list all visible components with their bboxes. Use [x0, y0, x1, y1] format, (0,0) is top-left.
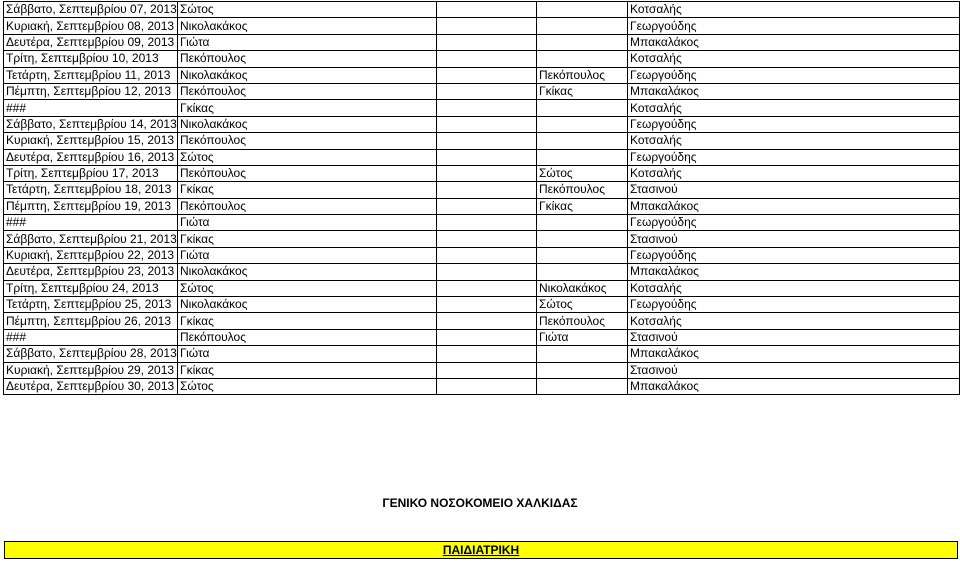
table-row [4, 2, 960, 18]
second-doctor-cell [437, 198, 537, 214]
consultant-cell: Κοτσαλής [628, 51, 960, 67]
table-row [4, 346, 960, 362]
second-doctor-cell [437, 133, 537, 149]
date-cell: Κυριακή, Σεπτεμβρίου 29, 2013 [4, 362, 178, 378]
primary-doctor-cell: Γιώτα [178, 34, 437, 50]
consultant-cell: Στασινού [628, 231, 960, 247]
backup-doctor-cell [537, 346, 628, 362]
primary-doctor-cell: Γιώτα [178, 346, 437, 362]
consultant-cell: Στασινού [628, 362, 960, 378]
date-cell: ### [4, 100, 178, 116]
primary-doctor-cell: Νικολακάκος [178, 297, 437, 313]
table-row [4, 378, 960, 394]
table-row [4, 133, 960, 149]
backup-doctor-cell [537, 133, 628, 149]
backup-doctor-cell: Γκίκας [537, 83, 628, 99]
second-doctor-cell [437, 165, 537, 181]
consultant-cell: Κοτσαλής [628, 2, 960, 18]
backup-doctor-cell [537, 247, 628, 263]
primary-doctor-cell: Γκίκας [178, 231, 437, 247]
backup-doctor-cell [537, 18, 628, 34]
consultant-cell: Γεωργούδης [628, 215, 960, 231]
second-doctor-cell [437, 51, 537, 67]
date-cell: Πέμπτη, Σεπτεμβρίου 12, 2013 [4, 83, 178, 99]
consultant-cell: Μπακαλάκος [628, 198, 960, 214]
second-doctor-cell [437, 378, 537, 394]
primary-doctor-cell: Πεκόπουλος [178, 198, 437, 214]
date-cell: Τετάρτη, Σεπτεμβρίου 18, 2013 [4, 182, 178, 198]
date-cell: Δευτέρα, Σεπτεμβρίου 16, 2013 [4, 149, 178, 165]
table-row [4, 149, 960, 165]
date-cell: Δευτέρα, Σεπτεμβρίου 23, 2013 [4, 264, 178, 280]
primary-doctor-cell: Σώτος [178, 2, 437, 18]
date-cell: Τρίτη, Σεπτεμβρίου 10, 2013 [4, 51, 178, 67]
primary-doctor-cell: Νικολακάκος [178, 67, 437, 83]
roster-body [4, 2, 960, 395]
table-row [4, 34, 960, 50]
consultant-cell: Μπακαλάκος [628, 264, 960, 280]
second-doctor-cell [437, 346, 537, 362]
second-doctor-cell [437, 329, 537, 345]
backup-doctor-cell [537, 2, 628, 18]
duty-roster-table [3, 1, 960, 395]
primary-doctor-cell: Γιώτα [178, 247, 437, 263]
table-row [4, 215, 960, 231]
second-doctor-cell [437, 83, 537, 99]
second-doctor-cell [437, 182, 537, 198]
second-doctor-cell [437, 2, 537, 18]
table-row [4, 264, 960, 280]
date-cell: Σάββατο, Σεπτεμβρίου 14, 2013 [4, 116, 178, 132]
date-cell: Σάββατο, Σεπτεμβρίου 07, 2013 [4, 2, 178, 18]
consultant-cell: Γεωργούδης [628, 116, 960, 132]
primary-doctor-cell: Σώτος [178, 280, 437, 296]
table-row [4, 198, 960, 214]
date-cell: Τετάρτη, Σεπτεμβρίου 11, 2013 [4, 67, 178, 83]
consultant-cell: Μπακαλάκος [628, 34, 960, 50]
table-row [4, 247, 960, 263]
consultant-cell: Στασινού [628, 329, 960, 345]
date-cell: Σάββατο, Σεπτεμβρίου 28, 2013 [4, 346, 178, 362]
date-cell: Πέμπτη, Σεπτεμβρίου 26, 2013 [4, 313, 178, 329]
consultant-cell: Γεωργούδης [628, 247, 960, 263]
second-doctor-cell [437, 149, 537, 165]
table-row [4, 329, 960, 345]
second-doctor-cell [437, 247, 537, 263]
second-doctor-cell [437, 100, 537, 116]
date-cell: ### [4, 329, 178, 345]
table-row [4, 280, 960, 296]
date-cell: ### [4, 215, 178, 231]
table-row [4, 51, 960, 67]
backup-doctor-cell [537, 378, 628, 394]
backup-doctor-cell [537, 362, 628, 378]
table-row [4, 67, 960, 83]
consultant-cell: Κοτσαλής [628, 280, 960, 296]
primary-doctor-cell: Σώτος [178, 149, 437, 165]
consultant-cell: Γεωργούδης [628, 67, 960, 83]
table-row [4, 182, 960, 198]
backup-doctor-cell: Πεκόπουλος [537, 67, 628, 83]
consultant-cell: Κοτσαλής [628, 165, 960, 181]
primary-doctor-cell: Πεκόπουλος [178, 51, 437, 67]
backup-doctor-cell [537, 264, 628, 280]
second-doctor-cell [437, 67, 537, 83]
date-cell: Σάββατο, Σεπτεμβρίου 21, 2013 [4, 231, 178, 247]
consultant-cell: Μπακαλάκος [628, 378, 960, 394]
table-row [4, 362, 960, 378]
table-row [4, 100, 960, 116]
consultant-cell: Κοτσαλής [628, 133, 960, 149]
backup-doctor-cell: Σώτος [537, 297, 628, 313]
table-row [4, 165, 960, 181]
consultant-cell: Γεωργούδης [628, 149, 960, 165]
consultant-cell: Γεωργούδης [628, 297, 960, 313]
table-row [4, 313, 960, 329]
second-doctor-cell [437, 18, 537, 34]
date-cell: Δευτέρα, Σεπτεμβρίου 09, 2013 [4, 34, 178, 50]
backup-doctor-cell [537, 100, 628, 116]
date-cell: Κυριακή, Σεπτεμβρίου 08, 2013 [4, 18, 178, 34]
backup-doctor-cell: Σώτος [537, 165, 628, 181]
second-doctor-cell [437, 231, 537, 247]
table-row [4, 231, 960, 247]
department-label: ΠΑΙΔΙΑΤΡΙΚΗ [442, 543, 520, 557]
second-doctor-cell [437, 362, 537, 378]
primary-doctor-cell: Νικολακάκος [178, 264, 437, 280]
primary-doctor-cell: Πεκόπουλος [178, 165, 437, 181]
backup-doctor-cell [537, 34, 628, 50]
table-row [4, 18, 960, 34]
backup-doctor-cell: Γκίκας [537, 198, 628, 214]
date-cell: Τρίτη, Σεπτεμβρίου 17, 2013 [4, 165, 178, 181]
date-cell: Πέμπτη, Σεπτεμβρίου 19, 2013 [4, 198, 178, 214]
table-row [4, 116, 960, 132]
primary-doctor-cell: Πεκόπουλος [178, 83, 437, 99]
table-row [4, 297, 960, 313]
primary-doctor-cell: Γκίκας [178, 362, 437, 378]
consultant-cell: Μπακαλάκος [628, 83, 960, 99]
backup-doctor-cell: Γιώτα [537, 329, 628, 345]
consultant-cell: Μπακαλάκος [628, 346, 960, 362]
primary-doctor-cell: Γκίκας [178, 182, 437, 198]
primary-doctor-cell: Σώτος [178, 378, 437, 394]
primary-doctor-cell: Γκίκας [178, 100, 437, 116]
backup-doctor-cell [537, 116, 628, 132]
second-doctor-cell [437, 313, 537, 329]
table-row [4, 83, 960, 99]
second-doctor-cell [437, 34, 537, 50]
primary-doctor-cell: Νικολακάκος [178, 18, 437, 34]
backup-doctor-cell [537, 231, 628, 247]
backup-doctor-cell: Πεκόπουλος [537, 313, 628, 329]
second-doctor-cell [437, 264, 537, 280]
consultant-cell: Στασινού [628, 182, 960, 198]
date-cell: Κυριακή, Σεπτεμβρίου 22, 2013 [4, 247, 178, 263]
date-cell: Κυριακή, Σεπτεμβρίου 15, 2013 [4, 133, 178, 149]
second-doctor-cell [437, 297, 537, 313]
primary-doctor-cell: Γιώτα [178, 215, 437, 231]
date-cell: Τετάρτη, Σεπτεμβρίου 25, 2013 [4, 297, 178, 313]
second-doctor-cell [437, 215, 537, 231]
primary-doctor-cell: Νικολακάκος [178, 116, 437, 132]
backup-doctor-cell: Νικολακάκος [537, 280, 628, 296]
date-cell: Τρίτη, Σεπτεμβρίου 24, 2013 [4, 280, 178, 296]
backup-doctor-cell [537, 149, 628, 165]
second-doctor-cell [437, 280, 537, 296]
consultant-cell: Κοτσαλής [628, 313, 960, 329]
consultant-cell: Κοτσαλής [628, 100, 960, 116]
date-cell: Δευτέρα, Σεπτεμβρίου 30, 2013 [4, 378, 178, 394]
hospital-name: ΓΕΝΙΚΟ ΝΟΣΟΚΟΜΕΙΟ ΧΑΛΚΙΔΑΣ [382, 496, 578, 510]
backup-doctor-cell: Πεκόπουλος [537, 182, 628, 198]
backup-doctor-cell [537, 215, 628, 231]
primary-doctor-cell: Γκίκας [178, 313, 437, 329]
second-doctor-cell [437, 116, 537, 132]
primary-doctor-cell: Πεκόπουλος [178, 329, 437, 345]
primary-doctor-cell: Πεκόπουλος [178, 133, 437, 149]
backup-doctor-cell [537, 51, 628, 67]
consultant-cell: Γεωργούδης [628, 18, 960, 34]
department-banner [4, 541, 958, 559]
